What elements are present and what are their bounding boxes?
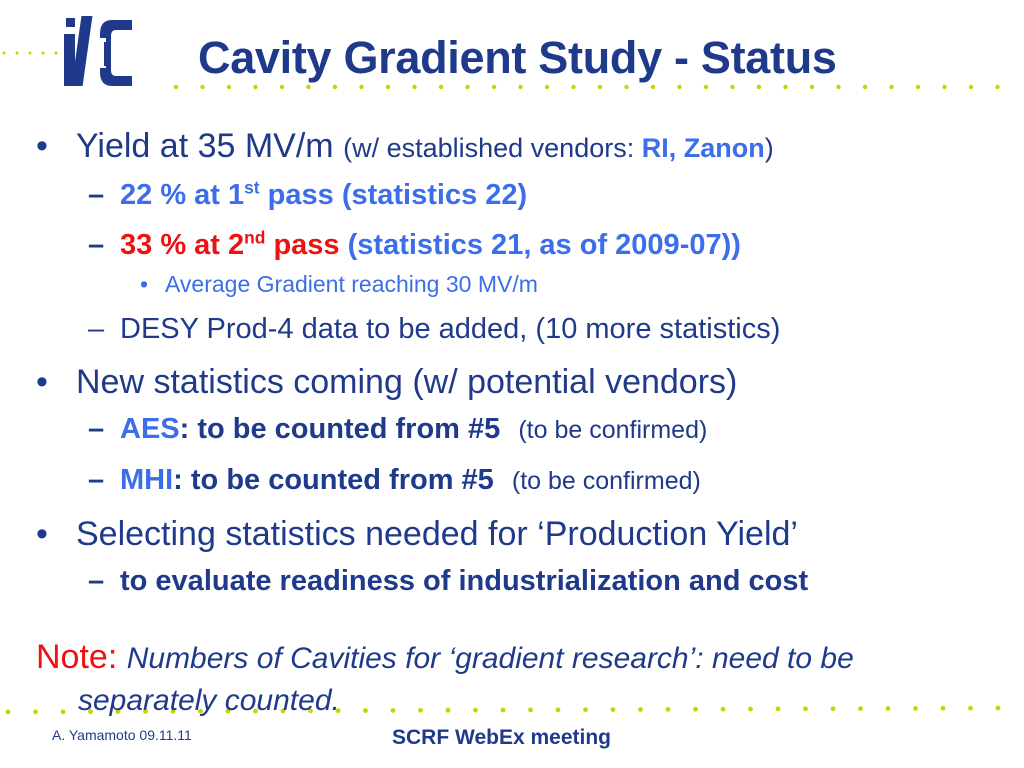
dash-icon: – [88, 413, 105, 445]
note-text-line2: separately counted. [78, 684, 340, 717]
dot [465, 85, 469, 89]
dot [492, 85, 496, 89]
second-pass-sup: nd [244, 227, 266, 248]
evaluate-text: to evaluate readiness of industrialization and cost [120, 565, 809, 597]
dot [359, 85, 363, 89]
dot [969, 85, 973, 89]
yield-vendors: RI, Zanon [641, 133, 765, 163]
sub-sub-bullet-average [28, 270, 998, 298]
dot [306, 85, 310, 89]
dot [571, 85, 575, 89]
dash-icon: – [88, 313, 105, 345]
dot [704, 85, 708, 89]
dot [3, 52, 6, 55]
sub-bullet-mhi [28, 463, 998, 498]
dot [730, 85, 734, 89]
bullet-new-statistics [28, 362, 998, 402]
sub-bullet-first-pass [28, 178, 998, 212]
average-text: Average Gradient reaching 30 MV/m [165, 271, 538, 297]
ilc-logo [60, 12, 140, 92]
dot [624, 85, 628, 89]
sub-bullet-evaluate [28, 564, 998, 598]
dot [545, 85, 549, 89]
sub-bullet-second-pass [28, 228, 998, 262]
dot [333, 85, 337, 89]
dot [598, 85, 602, 89]
dot [253, 85, 257, 89]
slide-title: Cavity Gradient Study - Status [198, 32, 837, 83]
dot [280, 85, 284, 89]
dot [810, 85, 814, 89]
first-pass-b: pass (statistics 22) [259, 179, 528, 211]
dot [174, 85, 178, 89]
yield-text: Yield at 35 MV/m [76, 127, 334, 165]
dash-icon: – [88, 565, 105, 597]
dot [863, 85, 867, 89]
dot [783, 85, 787, 89]
second-pass-b: pass [265, 229, 340, 261]
dot [651, 85, 655, 89]
bullet-dot-icon: • [140, 271, 149, 297]
bullet-yield [28, 126, 998, 168]
mhi-text: : to be counted from #5 [173, 464, 494, 496]
aes-vendor: AES [120, 413, 180, 445]
mhi-vendor: MHI [120, 464, 174, 496]
dash-icon: – [88, 464, 105, 496]
note-text-line1: Numbers of Cavities for ‘gradient research’: need to be [126, 642, 854, 675]
dot [518, 85, 522, 89]
selecting-text: Selecting statistics needed for ‘Production Yield’ [76, 515, 798, 553]
new-statistics-text: New statistics coming (w/ potential vendors) [76, 363, 738, 401]
aes-text: : to be counted from #5 [179, 413, 501, 445]
bullet-selecting [28, 514, 998, 554]
sub-bullet-aes [28, 412, 998, 447]
dot [29, 52, 32, 55]
first-pass-sup: st [244, 177, 260, 198]
footer-meeting: SCRF WebEx meeting [392, 726, 611, 749]
dot [439, 85, 443, 89]
yield-paren-open: (w/ established vendors: [343, 133, 642, 163]
dot [677, 85, 681, 89]
dot [995, 85, 999, 89]
yield-paren-close: ) [764, 133, 774, 163]
dot [6, 710, 11, 714]
desy-text: DESY Prod-4 data to be added, (10 more statistics) [120, 313, 781, 345]
dot [42, 52, 45, 55]
dot [16, 52, 19, 55]
bullet-list [28, 126, 998, 614]
bullet-dot-icon: • [36, 515, 48, 553]
dot [412, 85, 416, 89]
bullet-dot-icon: • [36, 363, 48, 401]
dot [227, 85, 231, 89]
note [36, 636, 996, 722]
dot [757, 85, 761, 89]
dot [836, 85, 840, 89]
dot [996, 706, 1001, 711]
second-pass-a: 33 % at 2 [120, 229, 245, 261]
bullet-dot-icon: • [36, 127, 48, 165]
second-pass-c: (statistics 21, as of 2009-07)) [339, 229, 741, 261]
dot [55, 52, 58, 55]
dash-icon: – [88, 179, 105, 211]
footer-author-date: A. Yamamoto 09.11.11 [52, 727, 192, 743]
dot [200, 85, 204, 89]
mhi-note: (to be confirmed) [511, 467, 701, 495]
first-pass-a: 22 % at 1 [120, 179, 245, 211]
aes-note: (to be confirmed) [518, 416, 708, 444]
dot [889, 85, 893, 89]
sub-bullet-desy [28, 312, 998, 346]
dot [386, 85, 390, 89]
note-label: Note: [36, 638, 118, 676]
dot [942, 85, 946, 89]
dot [916, 85, 920, 89]
dash-icon: – [88, 229, 105, 261]
